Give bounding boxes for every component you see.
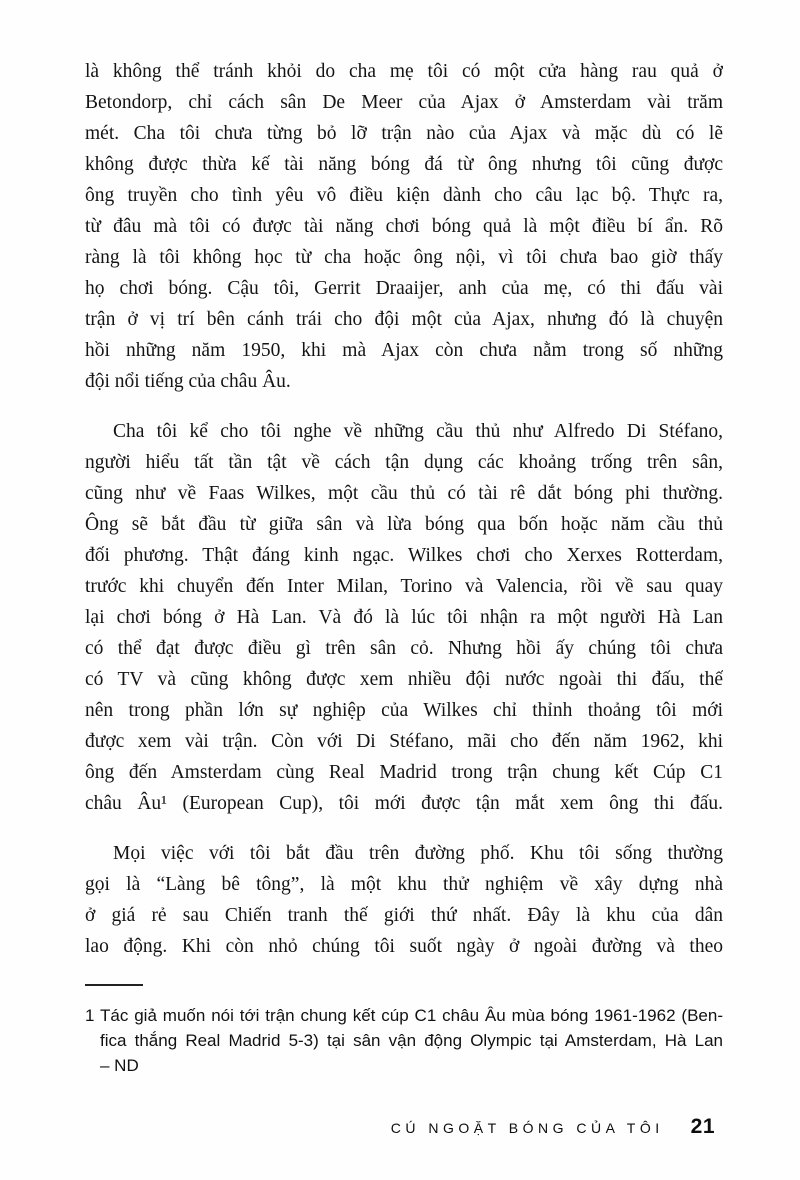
footnote-lines: [100, 1003, 723, 1078]
paragraph: [85, 56, 723, 397]
footnote-divider-rule: [85, 984, 143, 986]
text-line: Betondorp, chỉ cách sân De Meer của Ajax ở Amsterdam vài trăm: [85, 92, 723, 113]
text-line: ông truyền cho tình yêu vô điều kiện dành cho câu lạc bộ. Thực ra,: [85, 185, 723, 206]
text-line: trận ở vị trí bên cánh trái cho đội một của Ajax, nhưng đó là chuyện: [85, 309, 723, 330]
text-line: Mọi việc với tôi bắt đầu trên đường phố. Khu tôi sống thường: [113, 843, 723, 864]
text-line: lao động. Khi còn nhỏ chúng tôi suốt ngày ở ngoài đường và theo: [85, 936, 723, 957]
text-line: cũng như về Faas Wilkes, một cầu thủ có tài rê dắt bóng phi thường.: [85, 483, 723, 504]
text-line: lại chơi bóng ở Hà Lan. Và đó là lúc tôi nhận ra một người Hà Lan: [85, 607, 723, 628]
text-line: người hiểu tất tần tật về cách tận dụng các khoảng trống trên sân,: [85, 452, 723, 473]
text-line: – ND: [100, 1056, 139, 1075]
text-line: fica thắng Real Madrid 5-3) tại sân vận động Olympic tại Amsterdam, Hà Lan: [100, 1031, 723, 1050]
text-line: có TV và cũng không được xem nhiều đội nước ngoài thi đấu, thế: [85, 669, 723, 690]
text-line: ông đến Amsterdam cùng Real Madrid trong trận chung kết Cúp C1: [85, 762, 723, 783]
text-line: từ đâu mà tôi có được tài năng chơi bóng quả là một điều bí ẩn. Rõ: [85, 216, 723, 237]
text-line: Cha tôi kể cho tôi nghe về những cầu thủ như Alfredo Di Stéfano,: [113, 421, 723, 442]
page-number: 21: [690, 1115, 715, 1138]
footnote: [85, 1003, 723, 1078]
text-line: hồi những năm 1950, khi mà Ajax còn chưa nằm trong số những: [85, 340, 723, 361]
text-line: họ chơi bóng. Cậu tôi, Gerrit Draaijer, anh của mẹ, có thi đấu vài: [85, 278, 723, 299]
text-line: được xem vài trận. Còn với Di Stéfano, mãi cho đến năm 1962, khi: [85, 731, 723, 752]
text-line: châu Âu¹ (European Cup), tôi mới được tận mắt xem ông thi đấu.: [85, 793, 723, 814]
text-line: có thể đạt được điều gì trên sân cỏ. Nhưng hồi ấy chúng tôi chưa: [85, 638, 723, 659]
text-line: mét. Cha tôi chưa từng bỏ lỡ trận nào của Ajax và mặc dù có lẽ: [85, 123, 723, 144]
text-line: ràng là tôi không học từ cha hoặc ông nội, vì tôi chưa bao giờ thấy: [85, 247, 723, 268]
text-line: ở giá rẻ sau Chiến tranh thế giới thứ nhất. Đây là khu của dân: [85, 905, 723, 926]
running-book-title: CÚ NGOẶT BÓNG CỦA TÔI: [390, 1120, 664, 1136]
paragraph: [85, 838, 723, 962]
body-text: [85, 56, 723, 962]
text-line: trước khi chuyển đến Inter Milan, Torino và Valencia, rồi về sau quay: [85, 576, 723, 597]
text-line: gọi là “Làng bê tông”, là một khu thử nghiệm về xây dựng nhà: [85, 874, 723, 895]
footnote-marker: 1: [85, 1006, 95, 1025]
paragraph: [85, 416, 723, 819]
page-footer: [391, 1115, 715, 1139]
text-line: là không thể tránh khỏi do cha mẹ tôi có một cửa hàng rau quả ở: [85, 61, 723, 82]
text-line: Ông sẽ bắt đầu từ giữa sân và lừa bóng qua bốn hoặc năm cầu thủ: [85, 514, 723, 535]
text-line: Tác giả muốn nói tới trận chung kết cúp C1 châu Âu mùa bóng 1961-1962 (Ben-: [100, 1006, 723, 1025]
text-line: không được thừa kế tài năng bóng đá từ ông nhưng tôi cũng được: [85, 154, 723, 175]
text-line: nên trong phần lớn sự nghiệp của Wilkes chỉ thỉnh thoảng tôi mới: [85, 700, 723, 721]
text-line: đối phương. Thật đáng kinh ngạc. Wilkes chơi cho Xerxes Rotterdam,: [85, 545, 723, 566]
text-line: đội nổi tiếng của châu Âu.: [85, 371, 291, 392]
